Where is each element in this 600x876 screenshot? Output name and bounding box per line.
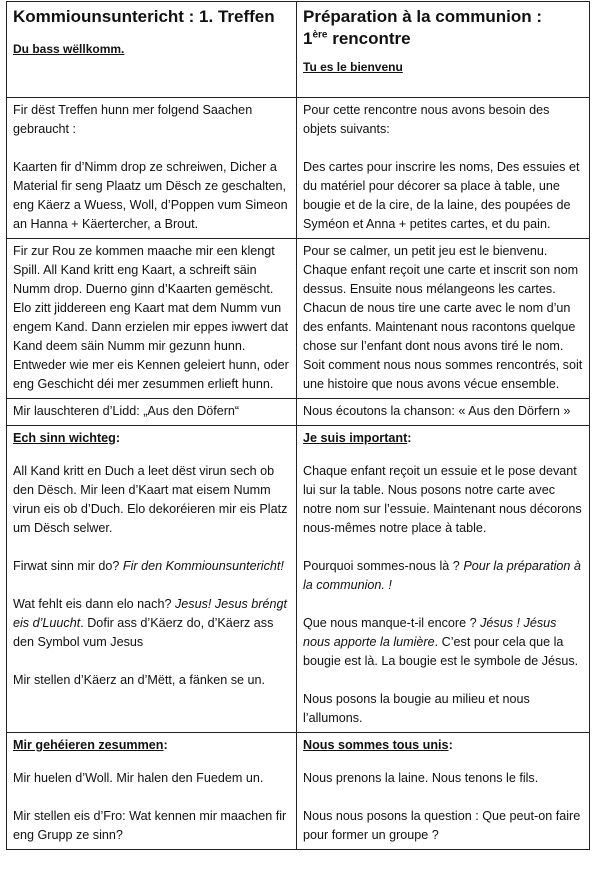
important-right-p1: Chaque enfant reçoit un essuie et le pose devant lui sur la table. Nous posons notre carte avec notre nom sur l’essuie. Maintenant nous décorons nous-mêmes notre place à table.	[303, 464, 582, 535]
game-right-cell	[297, 239, 590, 399]
song-right-text: Nous écoutons la chanson: « Aus den Dörfern »	[303, 404, 571, 418]
right-subtitle: Tu es le bienvenu	[303, 60, 403, 74]
together-right-p2: Nous nous posons la question : Que peut-on faire pour former un groupe ?	[303, 809, 581, 842]
left-title: Kommiounsuntericht : 1. Treffen	[13, 7, 275, 26]
important-row	[7, 426, 590, 733]
important-left-heading: Ech sinn wichteg	[13, 431, 116, 445]
together-left-p2: Mir stellen eis d’Fro: Wat kennen mir maachen fir eng Grupp ze sinn?	[13, 809, 287, 842]
important-left-heading-line: Ech sinn wichteg:	[13, 431, 121, 445]
important-right-p4: Nous posons la bougie au milieu et nous l’allumons.	[303, 692, 530, 725]
important-left-cell	[7, 426, 297, 733]
header-left-cell	[7, 2, 297, 98]
important-left-p2	[13, 557, 291, 576]
materials-left-intro: Fir dëst Treffen hunn mer folgend Saachen gebraucht :	[13, 103, 253, 136]
together-left-p1: Mir huelen d’Woll. Mir halen den Fuedem un.	[13, 771, 264, 785]
together-right-p1: Nous prenons la laine. Nous tenons le fils.	[303, 771, 539, 785]
left-subtitle: Du bass wëllkomm.	[13, 42, 125, 56]
important-right-answer1: Pour la préparation à la communion. !	[303, 559, 581, 592]
important-left-answer2: Jesus! Jesus bréngt eis d’Luucht	[13, 597, 287, 630]
together-left-heading-line: Mir gehéieren zesummen:	[13, 738, 168, 752]
materials-row	[7, 98, 590, 239]
header-right-cell	[297, 2, 590, 98]
materials-right-intro: Pour cette rencontre nous avons besoin des objets suivants:	[303, 103, 550, 136]
important-right-heading: Je suis important	[303, 431, 408, 445]
important-right-question2: Que nous manque-t-il encore ?	[303, 616, 481, 630]
important-left-answer1: Fir den Kommiounsuntericht!	[122, 559, 284, 573]
important-right-cell	[297, 426, 590, 733]
important-left-p3-rest: . Dofir ass d’Käerz do, d’Käerz ass den Symbol vum Jesus	[13, 616, 274, 649]
materials-right-list: Des cartes pour inscrire les noms, Des essuies et du matériel pour décorer sa place à table, une bougie et de la cire, de la laine, des poupées de Syméon et Anna + petites cartes, et du pain.	[303, 160, 580, 231]
together-right-cell	[297, 733, 590, 850]
song-right-cell	[297, 399, 590, 426]
together-left-heading: Mir gehéieren zesummen	[13, 738, 164, 752]
together-left-cell	[7, 733, 297, 850]
right-title-number: 1	[303, 29, 313, 48]
important-left-question1: Firwat sinn mir do?	[13, 559, 123, 573]
right-title-line1: Préparation à la communion :	[303, 7, 542, 26]
header-row	[7, 2, 590, 98]
song-left-text: Mir lauschteren d’Lidd: „Aus den Döfern“	[13, 404, 240, 418]
important-left-p4: Mir stellen d’Käerz an d’Mëtt, a fänken se un.	[13, 673, 266, 687]
materials-left-list: Kaarten fir d’Nimm drop ze schreiwen, Dicher a Material fir seng Plaatz um Dësch ze geschalten, eng Käerz a Wuess, Woll, d’Poppen vum Simeon an Hanna + Käertercher, a Brout.	[13, 160, 288, 231]
important-left-question2: Wat fehlt eis dann elo nach?	[13, 597, 175, 611]
important-left-p1: All Kand kritt en Duch a leet dëst virun sech ob den Dësch. Mir leen d’Kaart mat eisem Numm virun eis ob d’Duch. Elo dekoréieren mir eis Platz um Dësch selwer.	[13, 464, 288, 535]
game-right-text: Pour se calmer, un petit jeu est le bienvenu. Chaque enfant reçoit une carte et inscrit son nom dessus. Ensuite nous mélangeons les cartes. Chacun de nous tire une carte avec le nom d’un des enfants. Maintenant nous racontons quelque chose sur l’enfant dont nous avons tiré le nom. Soit comment nous nous sommes rencontrés, soit une histoire que nous avons vécue ensemble.	[303, 244, 583, 391]
right-title-superscript: ère	[312, 29, 328, 41]
together-row	[7, 733, 590, 850]
document-table	[6, 1, 590, 850]
materials-left-cell	[7, 98, 297, 239]
important-right-answer2: Jésus ! Jésus nous apporte la lumière	[303, 616, 557, 649]
game-row	[7, 239, 590, 399]
important-right-p3-rest: . C’est pour cela que la bougie est là. La bougie est le symbole de Jésus.	[303, 635, 579, 668]
together-right-heading-line: Nous sommes tous unis:	[303, 738, 453, 752]
important-left-p3	[13, 595, 291, 652]
materials-right-cell	[297, 98, 590, 239]
important-right-heading-line: Je suis important:	[303, 431, 412, 445]
important-right-p2	[303, 557, 584, 595]
game-left-cell	[7, 239, 297, 399]
right-title	[303, 6, 584, 50]
right-title-rencontre: rencontre	[327, 29, 411, 48]
together-right-heading: Nous sommes tous unis	[303, 738, 449, 752]
song-left-cell	[7, 399, 297, 426]
important-right-question1: Pourquoi sommes-nous là ?	[303, 559, 464, 573]
important-right-p3	[303, 614, 584, 671]
game-left-text: Fir zur Rou ze kommen maache mir een klengt Spill. All Kand kritt eng Kaart, a schreift säin Numm drop. Duerno ginn d’Kaarten gemëscht. Elo zitt jiddereen eng Kaart mat dem Numm vun engem Kand. Dann erzielen mir eppes iwwert dat Kand deem säin Numm mir gezunn hunn. Entweder wie mer eis Kennen geleiert hunn, oder eng Geschicht déi mer zesummen erlieft hunn.	[13, 244, 289, 391]
song-row	[7, 399, 590, 426]
